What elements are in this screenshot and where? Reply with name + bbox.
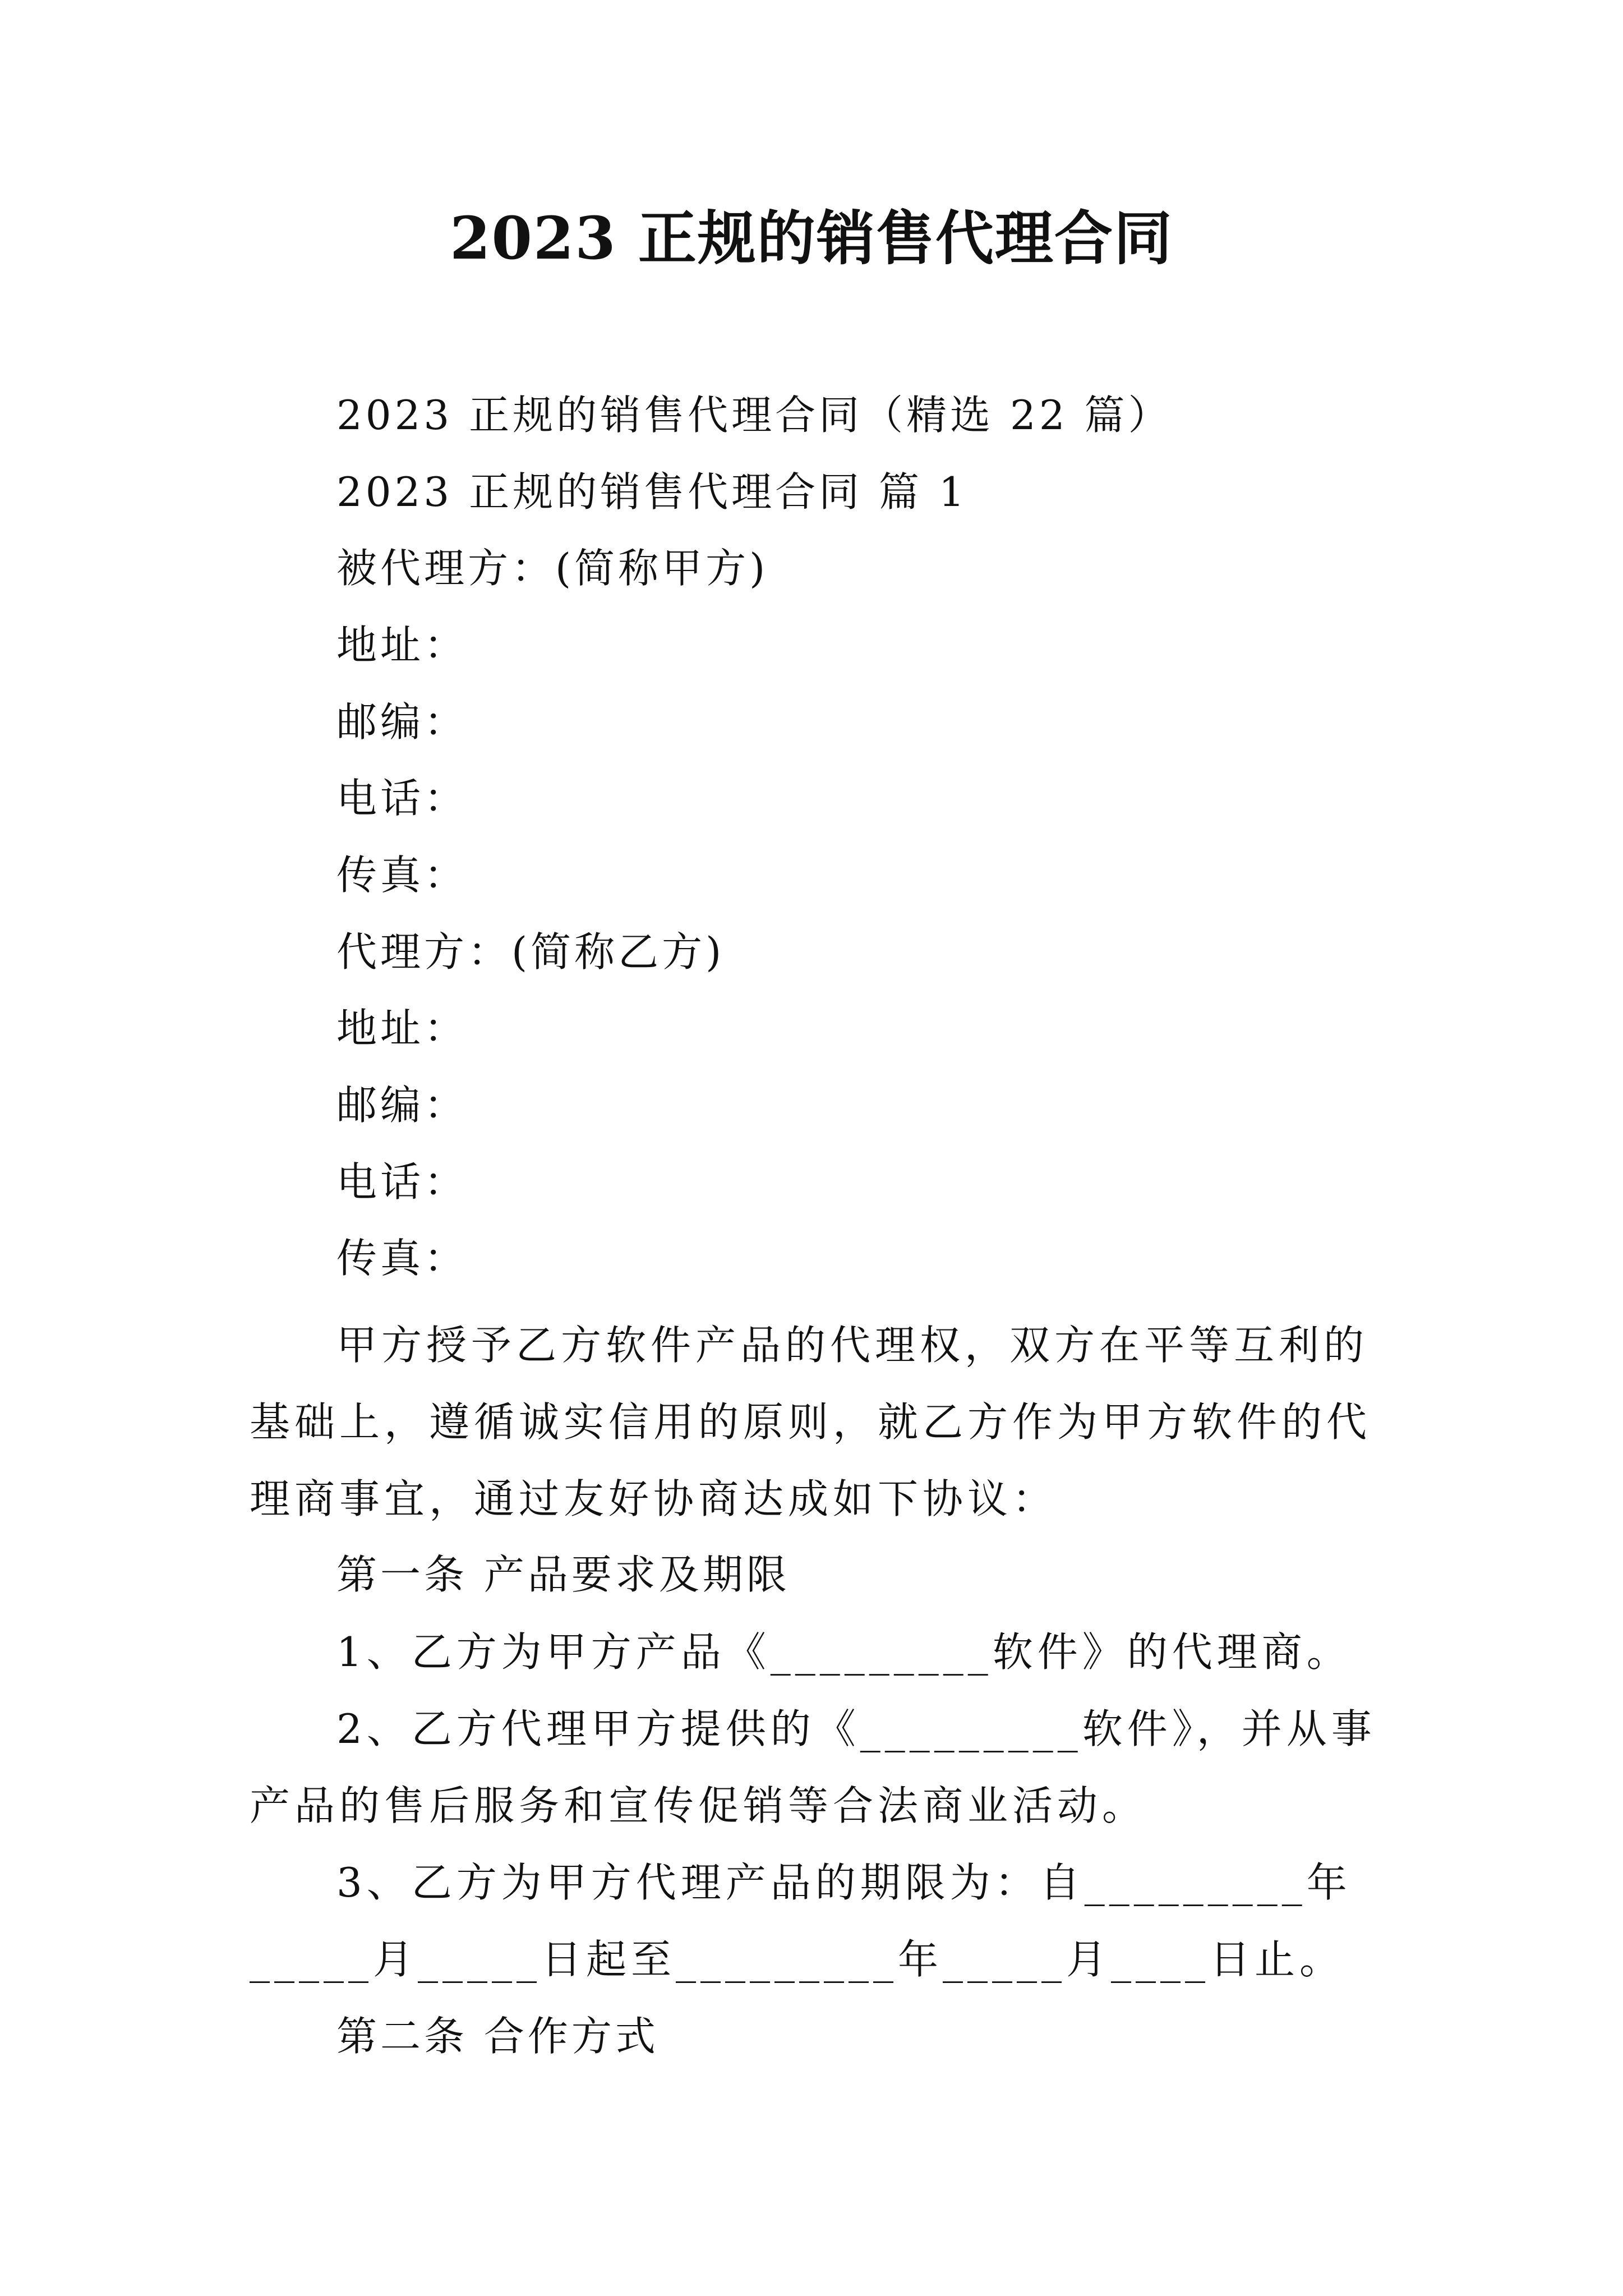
chapter-heading: 2023 正规的销售代理合同 篇 1 <box>336 468 968 516</box>
party-b-postcode: 邮编： <box>336 1082 468 1129</box>
document-subtitle: 2023 正规的销售代理合同（精选 22 篇） <box>336 392 1172 439</box>
party-a-postcode: 邮编： <box>336 698 468 746</box>
clause-1: 1、乙方为甲方产品《_________软件》的代理商。 <box>336 1628 1352 1676</box>
party-b-phone: 电话： <box>336 1158 468 1205</box>
party-a-address: 地址： <box>336 622 468 669</box>
document-title: 2023 正规的销售代理合同 <box>450 204 1173 273</box>
party-a-label: 被代理方：(简称甲方) <box>336 545 769 592</box>
party-b-address: 地址： <box>336 1005 468 1052</box>
article-1-heading: 第一条 产品要求及期限 <box>336 1551 790 1598</box>
party-b-fax: 传真： <box>336 1235 468 1282</box>
article-2-heading: 第二条 合作方式 <box>336 2013 659 2060</box>
party-b-label: 代理方：(简称乙方) <box>336 928 725 976</box>
clause-2: 2、乙方代理甲方提供的《_________软件》，并从事产品的售后服务和宣传促销等合法商业活动。 <box>250 1705 1376 1829</box>
intro-paragraph: 甲方授予乙方软件产品的代理权，双方在平等互利的基础上，遵循诚实信用的原则，就乙方作为甲方软件的代理商事宜，通过友好协商达成如下协议： <box>250 1322 1372 1522</box>
party-a-fax: 传真： <box>336 852 468 899</box>
clause-3: 3、乙方为甲方代理产品的期限为：自_________年_____月_____日起至_________年_____月____日止。 <box>250 1859 1352 1983</box>
party-a-phone: 电话： <box>336 775 468 822</box>
